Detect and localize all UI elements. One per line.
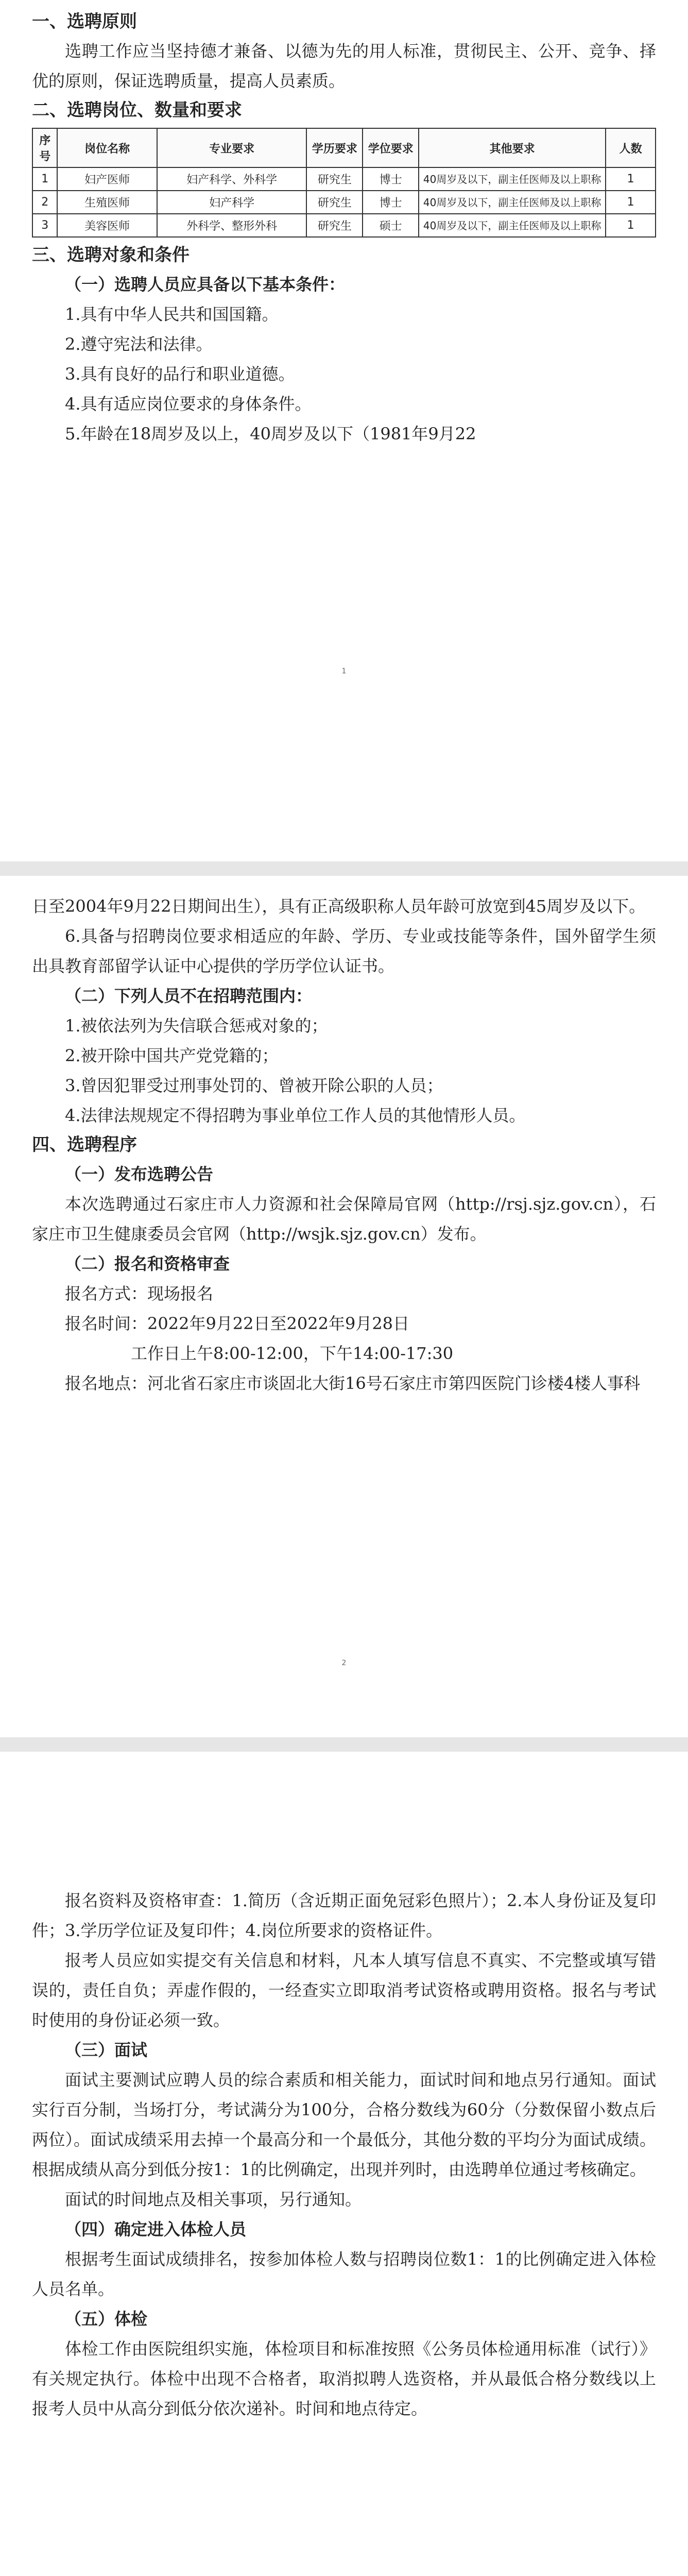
col-header-post: 岗位名称: [57, 128, 157, 167]
registration-time: 报名时间：2022年9月22日至2022年9月28日: [65, 1314, 410, 1333]
section-1-title: 一、选聘原则: [32, 11, 137, 32]
col-header-count: 人数: [606, 128, 656, 167]
jobs-table: [32, 128, 656, 238]
registration-location: 报名地点：河北省石家庄市谈固北大街16号石家庄市第四医院门诊楼4楼人事科: [65, 1374, 641, 1393]
col-header-degree: 学位要求: [363, 128, 419, 167]
cell-degree: 硕士: [363, 214, 419, 237]
condition-item: 4.具有适应岗位要求的身体条件。: [65, 394, 312, 414]
page-number: 2: [341, 1659, 347, 1667]
page-3-content: [32, 1886, 656, 2424]
exclusion-item: 4.法律法规规定不得招聘为事业单位工作人员的其他情形人员。: [65, 1106, 526, 1125]
subsection-interview: （三）面试: [65, 2040, 148, 2060]
page-separator: [0, 861, 688, 876]
materials-text: 报名资料及资格审查：1.简历（含近期正面免冠彩色照片）；2.本人身份证及复印件；3.学历学位证及复印件；4.岗位所要求的资格证件。: [32, 1891, 656, 1940]
cell-education: 研究生: [306, 191, 363, 214]
cell-no: 3: [32, 214, 57, 237]
condition-item: 5.年龄在18周岁及以上，40周岁及以下（1981年9月22: [65, 424, 476, 444]
subsection-physical-candidates: （四）确定进入体检人员: [65, 2219, 247, 2239]
section-3-title: 三、选聘对象和条件: [32, 245, 190, 265]
page-2-content: [32, 891, 656, 1398]
cell-other: 40周岁及以下，副主任医师及以上职称: [419, 167, 606, 191]
page-1-content: [32, 7, 656, 449]
cell-post: 生殖医师: [57, 191, 157, 214]
cell-degree: 博士: [363, 167, 419, 191]
col-header-no: 序号: [32, 128, 57, 167]
physical-exam-text: 体检工作由医院组织实施，体检项目和标准按照《公务员体检通用标准（试行）》有关规定执行。体检中出现不合格者，取消拟聘人选资格，并从最低合格分数线以上报考人员中从高分到低分依次递补。时间和地点待定。: [32, 2339, 656, 2418]
page-3: [0, 1752, 688, 2576]
section-1-text: 选聘工作应当坚持德才兼备、以德为先的用人标准，贯彻民主、公开、竞争、择优的原则，保证选聘质量，提高人员素质。: [32, 41, 656, 91]
cell-major: 妇产科学: [157, 191, 306, 214]
subsection-exclusions: （二）下列人员不在招聘范围内：: [65, 986, 313, 1006]
condition-item: 1.具有中华人民共和国国籍。: [65, 304, 279, 324]
exclusion-item: 1.被依法列为失信联合惩戒对象的；: [65, 1016, 328, 1036]
cell-no: 1: [32, 167, 57, 191]
section-2-title: 二、选聘岗位、数量和要求: [32, 100, 242, 121]
cell-major: 妇产科学、外科学: [157, 167, 306, 191]
cell-other: 40周岁及以下，副主任医师及以上职称: [419, 214, 606, 237]
subsection-registration: （二）报名和资格审查: [65, 1254, 230, 1274]
cell-no: 2: [32, 191, 57, 214]
condition-item-continued: 日至2004年9月22日期间出生），具有正高级职称人员年龄可放宽到45周岁及以下。: [32, 896, 646, 916]
page-2: [0, 876, 688, 1752]
cell-post: 妇产医师: [57, 167, 157, 191]
interview-notice: 面试的时间地点及相关事项，另行通知。: [65, 2190, 362, 2209]
announcement-text: 本次选聘通过石家庄市人力资源和社会保障局官网（http://rsj.sjz.gov.cn），石家庄市卫生健康委员会官网（http://wsjk.sjz.gov.cn）发布。: [32, 1194, 656, 1244]
col-header-major: 专业要求: [157, 128, 306, 167]
subsection-announcement: （一）发布选聘公告: [65, 1164, 214, 1184]
condition-item: 3.具有良好的品行和职业道德。: [65, 364, 295, 384]
condition-item: 6.具备与招聘岗位要求相适应的年龄、学历、专业或技能等条件，国外留学生须出具教育部留学认证中心提供的学历学位认证书。: [32, 926, 656, 976]
cell-count: 1: [606, 167, 656, 191]
cell-count: 1: [606, 214, 656, 237]
cell-education: 研究生: [306, 214, 363, 237]
table-row: [32, 191, 656, 214]
section-4-title: 四、选聘程序: [32, 1134, 137, 1155]
cell-degree: 博士: [363, 191, 419, 214]
cell-major: 外科学、整形外科: [157, 214, 306, 237]
page-1: [0, 0, 688, 876]
page-number: 1: [341, 667, 347, 675]
exclusion-item: 3.曾因犯罪受过刑事处罚的、曾被开除公职的人员；: [65, 1076, 443, 1095]
table-row: [32, 167, 656, 191]
physical-candidates-text: 根据考生面试成绩排名，按参加体检人数与招聘岗位数1：1的比例确定进入体检人员名单。: [32, 2249, 656, 2299]
subsection-basic-conditions: （一）选聘人员应具备以下基本条件：: [65, 275, 346, 294]
cell-post: 美容医师: [57, 214, 157, 237]
interview-text: 面试主要测试应聘人员的综合素质和相关能力，面试时间和地点另行通知。面试实行百分制，当场打分，考试满分为100分，合格分数线为60分（分数保留小数点后两位）。面试成绩采用去掉一个最高分和一个最低分，其他分数的平均分为面试成绩。根据成绩从高分到低分按1：1的比例确定，出现并列时，由选聘单位通过考核确定。: [32, 2070, 656, 2179]
cell-education: 研究生: [306, 167, 363, 191]
condition-item: 2.遵守宪法和法律。: [65, 334, 213, 354]
col-header-other: 其他要求: [419, 128, 606, 167]
exclusion-item: 2.被开除中国共产党党籍的；: [65, 1046, 279, 1065]
page-separator: [0, 1737, 688, 1752]
honesty-text: 报考人员应如实提交有关信息和材料，凡本人填写信息不真实、不完整或填写错误的，责任自负；弄虚作假的，一经查实立即取消考试资格或聘用资格。报名与考试时使用的身份证必须一致。: [32, 1951, 656, 2030]
registration-method: 报名方式：现场报名: [65, 1284, 214, 1303]
registration-hours: 工作日上午8:00-12:00，下午14:00-17:30: [131, 1344, 454, 1363]
subsection-physical-exam: （五）体检: [65, 2309, 148, 2329]
col-header-education: 学历要求: [306, 128, 363, 167]
cell-count: 1: [606, 191, 656, 214]
table-row: [32, 214, 656, 237]
cell-other: 40周岁及以下，副主任医师及以上职称: [419, 191, 606, 214]
jobs-table-header-row: [32, 128, 656, 167]
